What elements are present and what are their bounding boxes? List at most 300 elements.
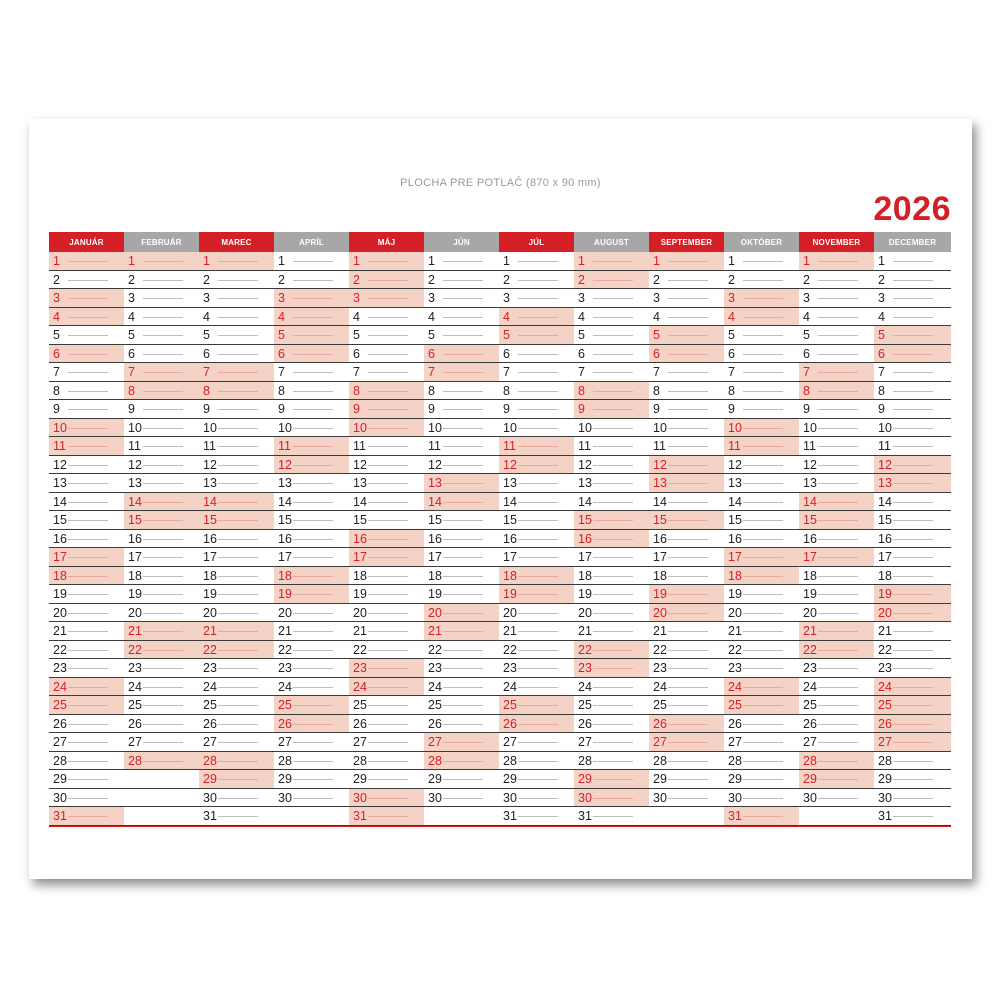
day-cell — [649, 493, 724, 511]
day-cell — [349, 789, 424, 807]
day-number: 7 — [353, 365, 360, 379]
day-cell — [424, 585, 499, 603]
nameday-line — [293, 557, 333, 558]
nameday-line — [68, 687, 108, 688]
day-number: 2 — [878, 272, 885, 287]
nameday-line — [668, 391, 708, 392]
nameday-line — [68, 298, 108, 299]
nameday-line — [368, 428, 408, 429]
day-number: 7 — [203, 365, 210, 379]
nameday-line — [668, 335, 708, 336]
day-number: 13 — [728, 476, 742, 490]
day-cell — [124, 400, 199, 418]
day-number: 16 — [128, 531, 142, 546]
day-number: 3 — [728, 291, 735, 305]
nameday-line — [68, 354, 108, 355]
day-number: 8 — [803, 383, 810, 398]
nameday-line — [68, 798, 108, 799]
month-header-6: JÚN — [424, 232, 499, 252]
day-cell — [49, 807, 124, 825]
nameday-line — [818, 631, 858, 632]
nameday-line — [218, 613, 258, 614]
month-header-12: DECEMBER — [874, 232, 951, 252]
nameday-line — [293, 798, 333, 799]
nameday-line — [818, 446, 858, 447]
day-number: 22 — [203, 642, 217, 657]
day-number: 15 — [278, 513, 292, 527]
day-cell — [799, 530, 874, 548]
nameday-line — [668, 631, 708, 632]
day-cell — [874, 345, 951, 363]
day-cell — [274, 678, 349, 696]
nameday-line — [818, 391, 858, 392]
nameday-line — [668, 446, 708, 447]
nameday-line — [218, 631, 258, 632]
nameday-line — [218, 576, 258, 577]
month-header-9: SEPTEMBER — [649, 232, 724, 252]
nameday-line — [668, 557, 708, 558]
day-cell — [424, 382, 499, 400]
day-number: 24 — [728, 679, 742, 694]
day-cell — [799, 733, 874, 751]
day-number: 13 — [578, 476, 592, 490]
nameday-line — [593, 816, 633, 817]
day-number: 11 — [578, 439, 591, 453]
nameday-line — [443, 280, 483, 281]
nameday-line — [143, 742, 183, 743]
day-number: 7 — [503, 365, 510, 379]
day-cell — [349, 308, 424, 326]
day-cell — [724, 659, 799, 677]
day-cell — [199, 567, 274, 585]
day-cell — [349, 345, 424, 363]
nameday-line — [293, 539, 333, 540]
day-number: 27 — [428, 735, 442, 749]
day-number: 3 — [53, 291, 60, 305]
day-number: 6 — [203, 346, 210, 361]
nameday-line — [593, 502, 633, 503]
day-cell — [574, 807, 649, 825]
nameday-line — [893, 798, 933, 799]
day-cell — [874, 678, 951, 696]
day-number: 23 — [803, 661, 817, 675]
day-cell — [124, 252, 199, 270]
empty-day-cell — [424, 807, 499, 825]
nameday-line — [443, 428, 483, 429]
day-cell — [724, 678, 799, 696]
day-cell — [574, 641, 649, 659]
nameday-line — [593, 409, 633, 410]
nameday-line — [743, 539, 783, 540]
day-cell — [274, 733, 349, 751]
nameday-line — [218, 520, 258, 521]
nameday-line — [218, 280, 258, 281]
nameday-line — [143, 576, 183, 577]
day-cell — [349, 493, 424, 511]
nameday-line — [593, 594, 633, 595]
nameday-line — [443, 483, 483, 484]
day-number: 22 — [53, 642, 67, 657]
day-number: 23 — [53, 661, 67, 675]
nameday-line — [743, 668, 783, 669]
nameday-line — [518, 594, 558, 595]
day-number: 9 — [428, 402, 435, 416]
nameday-line — [593, 668, 633, 669]
nameday-line — [443, 520, 483, 521]
day-cell — [274, 752, 349, 770]
nameday-line — [68, 576, 108, 577]
day-number: 30 — [728, 790, 742, 805]
day-cell — [349, 363, 424, 381]
day-number: 11 — [728, 439, 741, 453]
wall-calendar-sheet — [29, 119, 972, 879]
day-cell — [124, 659, 199, 677]
nameday-line — [743, 354, 783, 355]
day-cell — [124, 308, 199, 326]
nameday-line — [518, 687, 558, 688]
day-number: 15 — [728, 513, 742, 527]
nameday-line — [68, 724, 108, 725]
day-number: 22 — [428, 642, 442, 657]
nameday-line — [368, 779, 408, 780]
nameday-line — [293, 335, 333, 336]
day-cell — [424, 678, 499, 696]
day-number: 8 — [353, 383, 360, 398]
day-number: 12 — [728, 457, 742, 472]
day-cell — [874, 363, 951, 381]
nameday-line — [518, 391, 558, 392]
empty-day-cell — [799, 807, 874, 825]
nameday-line — [68, 557, 108, 558]
day-cell — [49, 456, 124, 474]
day-cell — [724, 456, 799, 474]
nameday-line — [668, 798, 708, 799]
day-cell — [799, 659, 874, 677]
day-number: 19 — [578, 587, 592, 601]
day-cell — [574, 271, 649, 289]
print-area-label: PLOCHA PRE POTLAČ (870 x 90 mm) — [400, 177, 601, 189]
nameday-line — [443, 372, 483, 373]
day-cell — [499, 493, 574, 511]
day-cell — [199, 289, 274, 307]
day-row — [49, 382, 951, 401]
day-number: 23 — [203, 661, 217, 675]
nameday-line — [368, 724, 408, 725]
nameday-line — [743, 798, 783, 799]
day-cell — [574, 770, 649, 788]
day-cell — [724, 770, 799, 788]
nameday-line — [593, 317, 633, 318]
nameday-line — [593, 298, 633, 299]
month-header-1: JANUÁR — [49, 232, 124, 252]
day-number: 27 — [803, 735, 817, 749]
nameday-line — [368, 742, 408, 743]
day-cell — [199, 585, 274, 603]
day-number: 4 — [653, 309, 660, 324]
nameday-line — [593, 465, 633, 466]
day-number: 12 — [878, 457, 892, 472]
day-cell — [574, 548, 649, 566]
nameday-line — [443, 613, 483, 614]
day-rows — [49, 252, 951, 827]
day-cell — [349, 456, 424, 474]
day-cell — [799, 678, 874, 696]
day-number: 1 — [803, 254, 810, 268]
day-cell — [649, 363, 724, 381]
day-number: 15 — [578, 513, 592, 527]
day-cell — [49, 419, 124, 437]
day-cell — [124, 271, 199, 289]
nameday-line — [293, 502, 333, 503]
nameday-line — [818, 576, 858, 577]
day-number: 26 — [803, 716, 817, 731]
day-number: 29 — [728, 772, 742, 786]
day-number: 23 — [278, 661, 292, 675]
day-number: 14 — [203, 494, 217, 509]
day-cell — [649, 271, 724, 289]
day-cell — [199, 752, 274, 770]
day-number: 16 — [503, 531, 517, 546]
nameday-line — [293, 280, 333, 281]
day-number: 11 — [878, 439, 891, 453]
day-number: 19 — [278, 587, 292, 601]
nameday-line — [293, 354, 333, 355]
day-cell — [124, 678, 199, 696]
day-number: 7 — [53, 365, 60, 379]
day-number: 9 — [353, 402, 360, 416]
nameday-line — [293, 465, 333, 466]
day-number: 20 — [878, 605, 892, 620]
day-row — [49, 400, 951, 419]
nameday-line — [143, 502, 183, 503]
day-number: 11 — [428, 439, 441, 453]
nameday-line — [668, 687, 708, 688]
day-cell — [49, 252, 124, 270]
day-cell — [874, 770, 951, 788]
empty-day-cell — [274, 807, 349, 825]
day-cell — [199, 511, 274, 529]
day-number: 30 — [878, 790, 892, 805]
day-number: 31 — [353, 809, 367, 823]
day-number: 12 — [53, 457, 67, 472]
day-row — [49, 437, 951, 456]
nameday-line — [818, 594, 858, 595]
nameday-line — [368, 557, 408, 558]
nameday-line — [143, 298, 183, 299]
nameday-line — [818, 465, 858, 466]
day-row — [49, 604, 951, 623]
day-cell — [499, 474, 574, 492]
day-number: 2 — [503, 272, 510, 287]
nameday-line — [293, 668, 333, 669]
day-number: 28 — [53, 753, 67, 768]
nameday-line — [818, 539, 858, 540]
day-number: 25 — [578, 698, 592, 712]
nameday-line — [818, 650, 858, 651]
nameday-line — [518, 798, 558, 799]
day-cell — [49, 382, 124, 400]
nameday-line — [893, 705, 933, 706]
day-cell — [49, 696, 124, 714]
nameday-line — [143, 317, 183, 318]
day-number: 27 — [653, 735, 667, 749]
day-number: 26 — [203, 716, 217, 731]
day-cell — [724, 696, 799, 714]
day-number: 13 — [503, 476, 517, 490]
nameday-line — [743, 816, 783, 817]
day-number: 28 — [578, 753, 592, 768]
day-number: 23 — [128, 661, 142, 675]
day-cell — [49, 622, 124, 640]
day-number: 2 — [803, 272, 810, 287]
day-number: 1 — [203, 254, 210, 268]
day-cell — [199, 308, 274, 326]
day-cell — [424, 659, 499, 677]
day-number: 25 — [128, 698, 142, 712]
nameday-line — [443, 298, 483, 299]
day-number: 8 — [878, 383, 885, 398]
day-number: 10 — [503, 420, 517, 435]
day-cell — [49, 511, 124, 529]
month-header-10: OKTÓBER — [724, 232, 799, 252]
day-cell — [874, 789, 951, 807]
nameday-line — [593, 372, 633, 373]
nameday-line — [818, 372, 858, 373]
nameday-line — [668, 428, 708, 429]
day-cell — [274, 382, 349, 400]
nameday-line — [68, 594, 108, 595]
day-cell — [799, 308, 874, 326]
day-cell — [724, 493, 799, 511]
day-cell — [574, 752, 649, 770]
day-cell — [124, 437, 199, 455]
day-number: 11 — [53, 439, 66, 453]
nameday-line — [668, 594, 708, 595]
day-cell — [124, 548, 199, 566]
nameday-line — [368, 613, 408, 614]
nameday-line — [893, 650, 933, 651]
nameday-line — [818, 502, 858, 503]
day-number: 13 — [353, 476, 367, 490]
day-cell — [424, 289, 499, 307]
day-number: 2 — [653, 272, 660, 287]
nameday-line — [68, 779, 108, 780]
day-number: 1 — [728, 254, 735, 268]
nameday-line — [68, 372, 108, 373]
day-number: 26 — [278, 716, 292, 731]
nameday-line — [143, 428, 183, 429]
day-cell — [649, 511, 724, 529]
nameday-line — [443, 779, 483, 780]
day-cell — [574, 437, 649, 455]
day-cell — [724, 400, 799, 418]
nameday-line — [893, 298, 933, 299]
day-row — [49, 752, 951, 771]
day-cell — [874, 289, 951, 307]
day-cell — [274, 289, 349, 307]
day-number: 21 — [578, 624, 592, 638]
day-row — [49, 530, 951, 549]
day-cell — [724, 419, 799, 437]
nameday-line — [743, 391, 783, 392]
day-cell — [124, 382, 199, 400]
day-cell — [499, 271, 574, 289]
day-number: 6 — [578, 346, 585, 361]
day-cell — [49, 363, 124, 381]
nameday-line — [218, 446, 258, 447]
day-number: 30 — [53, 790, 67, 805]
day-cell — [649, 419, 724, 437]
nameday-line — [593, 446, 633, 447]
day-cell — [199, 604, 274, 622]
day-cell — [499, 770, 574, 788]
day-cell — [49, 585, 124, 603]
nameday-line — [368, 668, 408, 669]
nameday-line — [743, 409, 783, 410]
nameday-line — [668, 668, 708, 669]
nameday-line — [518, 354, 558, 355]
nameday-line — [518, 465, 558, 466]
day-number: 7 — [878, 365, 885, 379]
day-cell — [349, 733, 424, 751]
nameday-line — [818, 798, 858, 799]
day-number: 19 — [878, 587, 892, 601]
day-number: 16 — [578, 531, 592, 546]
nameday-line — [143, 594, 183, 595]
day-number: 21 — [728, 624, 742, 638]
nameday-line — [68, 520, 108, 521]
day-number: 1 — [878, 254, 885, 268]
day-cell — [274, 511, 349, 529]
nameday-line — [443, 391, 483, 392]
day-number: 14 — [503, 494, 517, 509]
day-number: 11 — [278, 439, 291, 453]
day-number: 20 — [653, 605, 667, 620]
day-cell — [724, 567, 799, 585]
day-number: 14 — [128, 494, 142, 509]
day-cell — [124, 530, 199, 548]
day-number: 5 — [128, 328, 135, 342]
day-row — [49, 308, 951, 327]
day-number: 15 — [128, 513, 142, 527]
day-number: 26 — [353, 716, 367, 731]
day-cell — [199, 733, 274, 751]
day-cell — [199, 252, 274, 270]
nameday-line — [143, 705, 183, 706]
nameday-line — [818, 483, 858, 484]
day-cell — [49, 530, 124, 548]
nameday-line — [68, 502, 108, 503]
day-number: 2 — [53, 272, 60, 287]
day-number: 6 — [503, 346, 510, 361]
day-cell — [274, 252, 349, 270]
nameday-line — [893, 261, 933, 262]
day-cell — [199, 382, 274, 400]
day-number: 10 — [128, 420, 142, 435]
day-number: 24 — [128, 679, 142, 694]
nameday-line — [143, 650, 183, 651]
nameday-line — [593, 576, 633, 577]
day-cell — [574, 252, 649, 270]
day-number: 19 — [728, 587, 742, 601]
day-cell — [574, 308, 649, 326]
day-number: 29 — [353, 772, 367, 786]
nameday-line — [293, 409, 333, 410]
nameday-line — [143, 372, 183, 373]
nameday-line — [293, 631, 333, 632]
day-cell — [874, 752, 951, 770]
day-number: 2 — [278, 272, 285, 287]
